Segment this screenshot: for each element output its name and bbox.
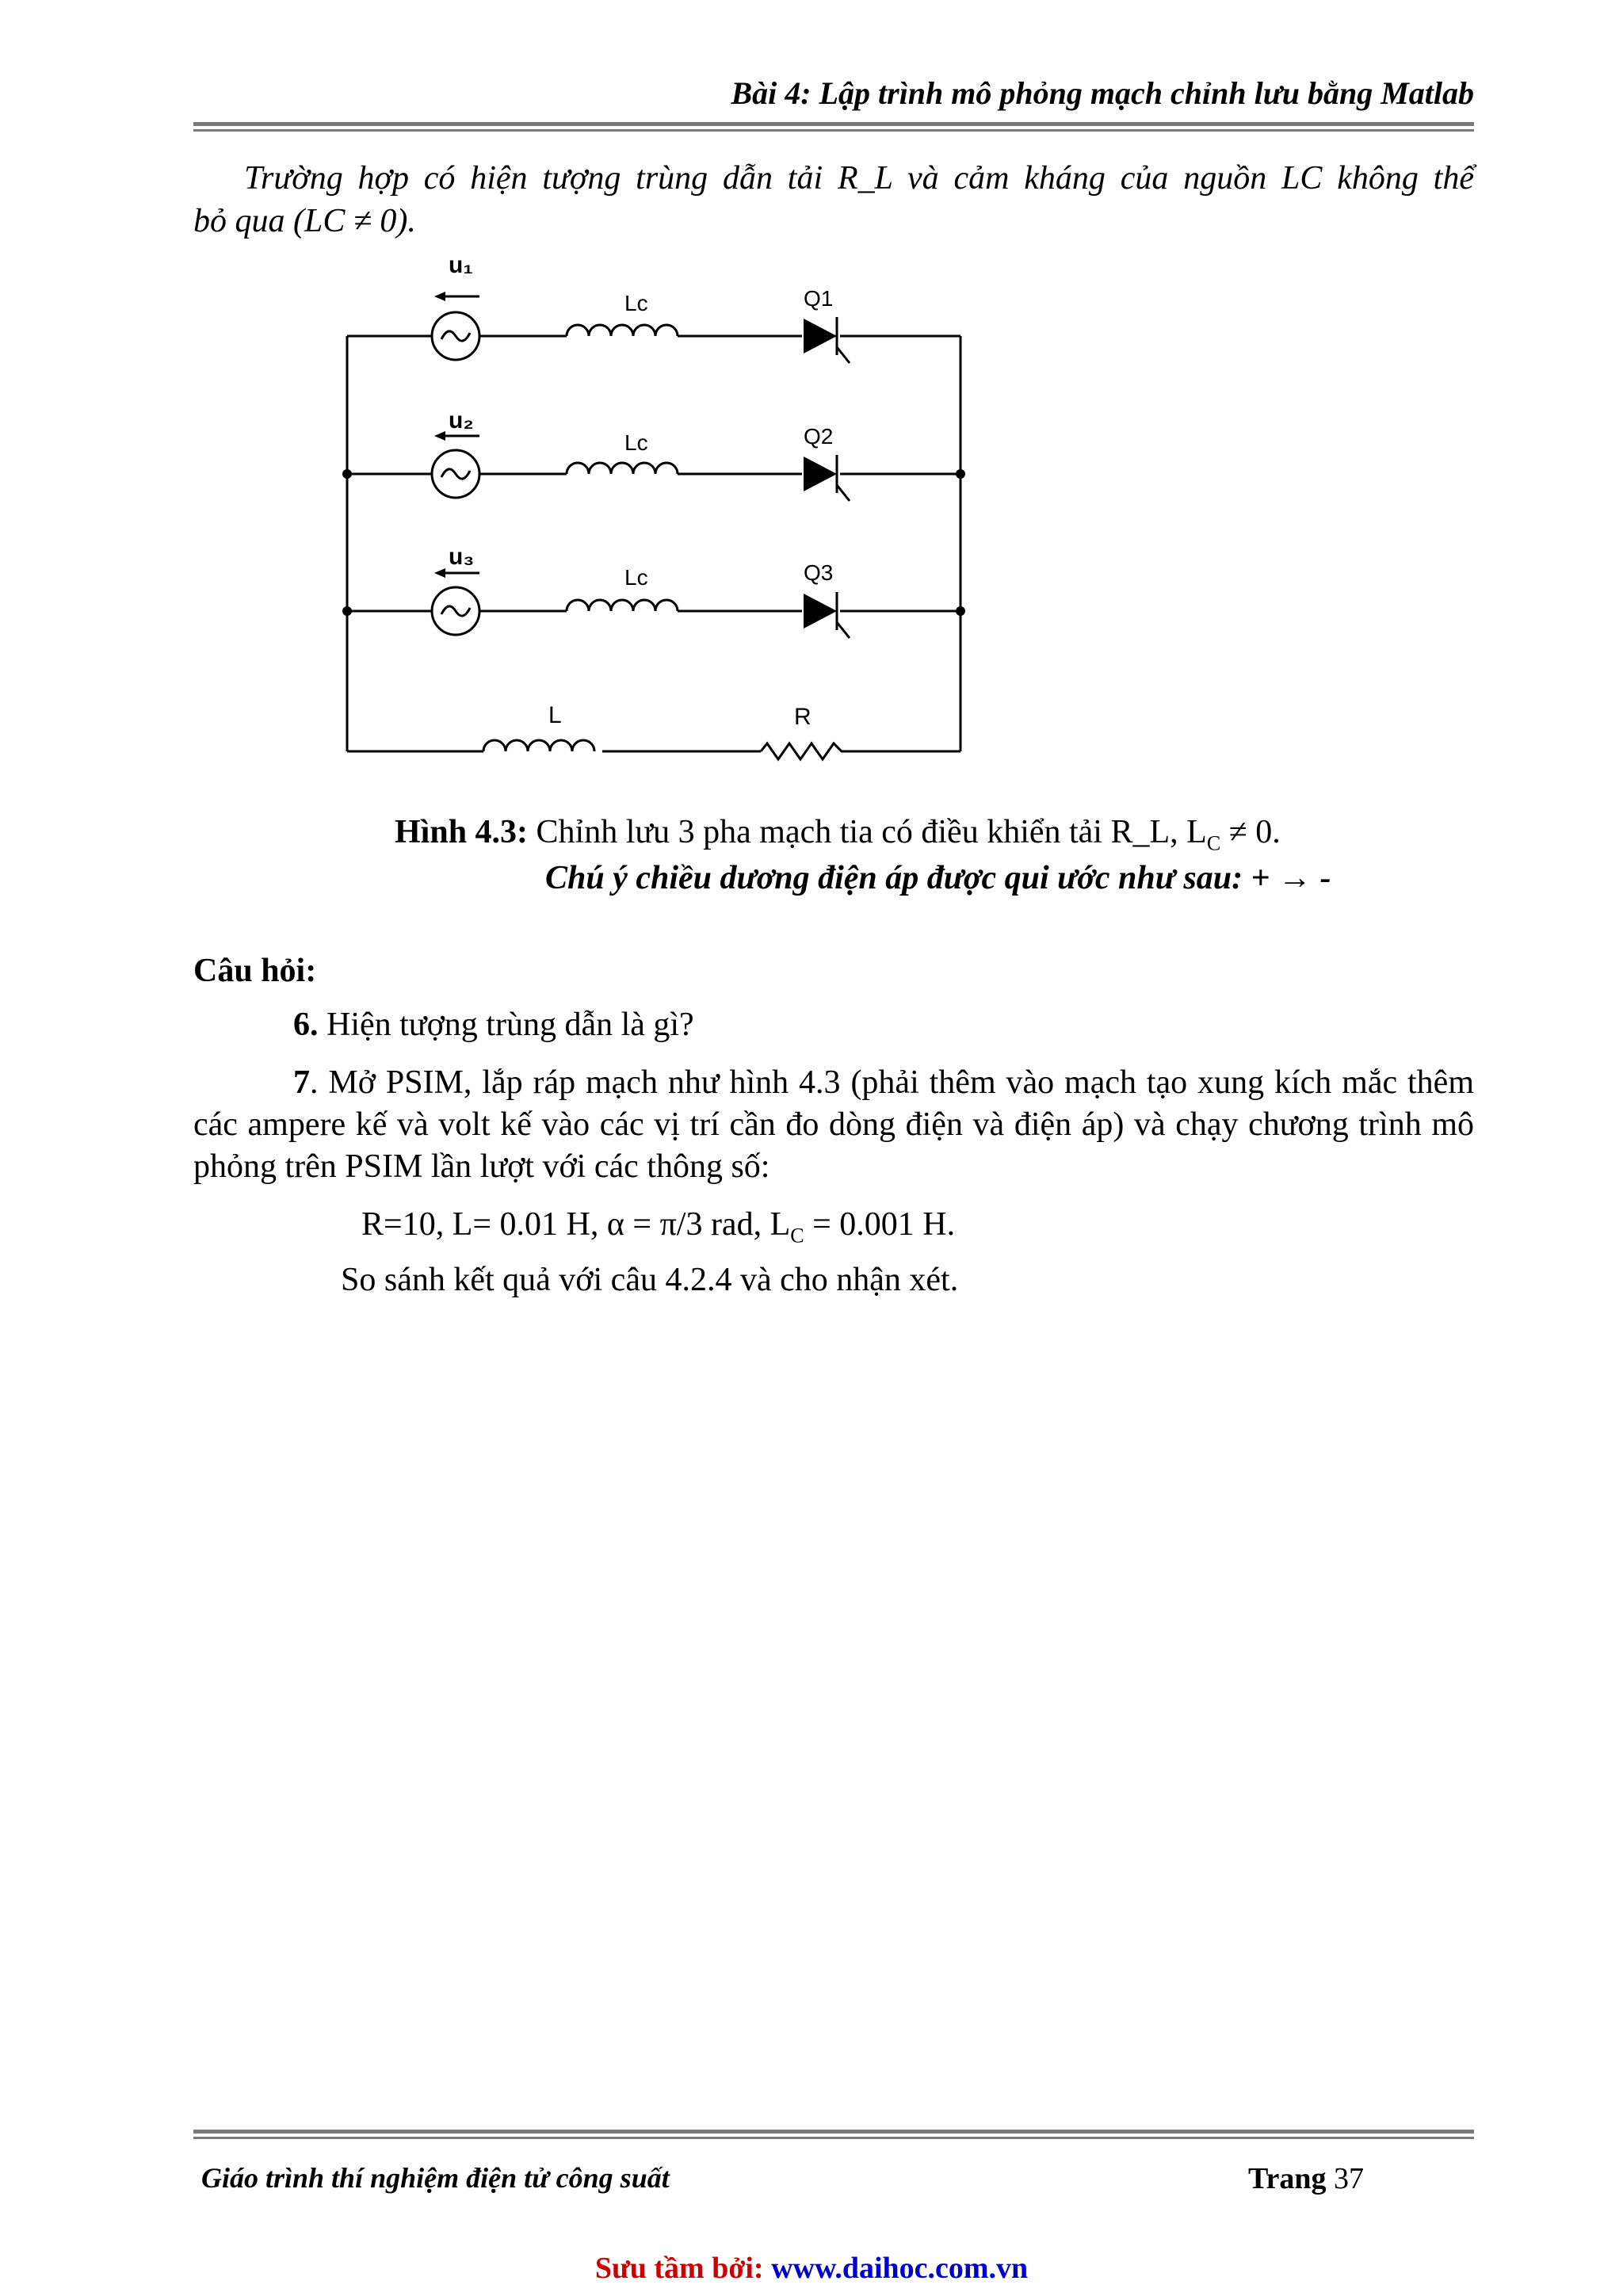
header-rule (193, 122, 1474, 126)
q6-number: 6. (293, 1007, 319, 1043)
question-7 (193, 1062, 1474, 1188)
source-label-u1: u₁ (449, 252, 473, 278)
branch-1 (347, 292, 960, 363)
q7-text: . Mở PSIM, lắp ráp mạch như hình 4.3 (phải thêm vào mạch tạo xung kích mắc thêm các ampere kế và volt kế vào các vị trí cần đo dòng điện và điện áp) và chạy chương trình mô phỏng trên PSIM lần lượt với các thông số: (193, 1064, 1474, 1185)
params-subscript: C (790, 1224, 804, 1247)
source-label-u2: u₂ (449, 407, 474, 434)
caption-subscript: C (1206, 831, 1221, 855)
intro-line-1: Trường hợp có hiện tượng trùng dẫn tải R_L và cảm kháng của nguồn LC không thể (244, 160, 1474, 197)
thyristor-label-q1: Q1 (804, 286, 834, 311)
load-components (483, 740, 848, 759)
footer-book-title: Giáo trình thí nghiệm điện tử công suất (201, 2162, 670, 2194)
inductor-label-lc-1: Lc (624, 291, 648, 315)
source-url[interactable]: www.daihoc.com.vn (771, 2252, 1029, 2285)
intro-line-2: bỏ qua (LC ≠ 0). (193, 203, 416, 239)
caption-text-b: ≠ 0. (1220, 814, 1281, 850)
load-resistor-label: R (794, 704, 812, 730)
inductor-label-lc-3: Lc (624, 565, 648, 590)
branch-2 (347, 431, 960, 501)
thyristor-label-q3: Q3 (804, 560, 834, 585)
circuit-diagram (293, 238, 1006, 785)
question-6 (293, 1003, 1474, 1046)
branch-3 (347, 568, 960, 638)
params-text-a: R=10, L= 0.01 H, α = π/3 rad, L (361, 1206, 791, 1243)
source-label-u3: u₃ (449, 544, 475, 570)
caption-note: Chú ý chiều dương điện áp được qui ước như sau: + → - (545, 860, 1331, 896)
caption-text-a: Chỉnh lưu 3 pha mạch tia có điều khiển tải R_L, L (528, 814, 1207, 850)
branch-2-labels (449, 407, 833, 455)
params-text-b: = 0.001 H. (804, 1206, 956, 1243)
footer-rule-thin (193, 2137, 1474, 2139)
load-inductor-label: L (548, 702, 562, 728)
load-inductor-coil (483, 740, 594, 751)
branch-1-labels (449, 252, 833, 315)
q7-number: 7 (293, 1064, 310, 1101)
questions-heading: Câu hỏi: (193, 953, 317, 989)
source-label: Sưu tầm bởi: (594, 2252, 764, 2285)
footer-page-number: 37 (1334, 2162, 1365, 2195)
header-title: Bài 4: Lập trình mô phỏng mạch chỉnh lưu bằng Matlab (731, 75, 1474, 111)
q6-text: Hiện tượng trùng dẫn là gì? (318, 1007, 694, 1043)
branch-3-labels (449, 544, 833, 590)
footer-page (1248, 2161, 1364, 2196)
question-7-compare: So sánh kết quả với câu 4.2.4 và cho nhận xét. (341, 1262, 959, 1298)
question-7-params (361, 1203, 1471, 1257)
header-rule-thin (193, 129, 1474, 132)
thyristor-label-q2: Q2 (804, 424, 834, 449)
caption-label: Hình 4.3: (395, 814, 529, 850)
source-credit (0, 2251, 1623, 2286)
footer-page-label: Trang (1248, 2162, 1327, 2195)
load-resistor-zigzag (761, 743, 848, 759)
inductor-label-lc-2: Lc (624, 430, 648, 455)
footer-rule (193, 2130, 1474, 2134)
